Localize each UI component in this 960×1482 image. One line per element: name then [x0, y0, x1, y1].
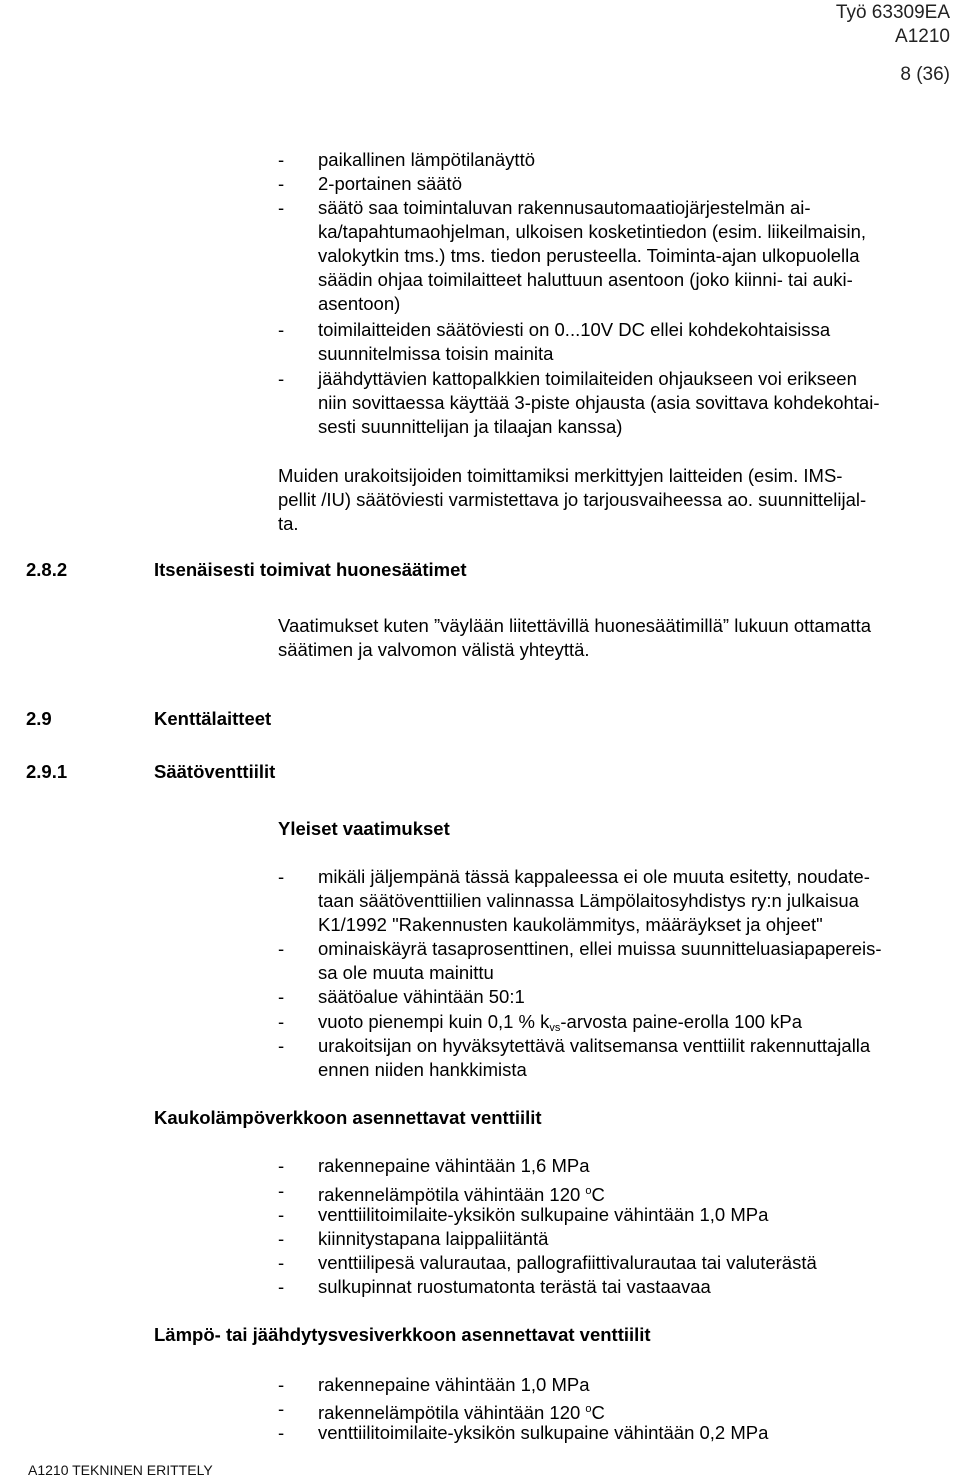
bullet-dash: - [278, 368, 285, 389]
section-number-2-9: 2.9 [26, 708, 52, 729]
bullet-dash: - [278, 197, 285, 218]
bullet-dash: - [278, 1276, 285, 1297]
list-item-line: venttiilitoimilaite-yksikön sulkupaine vähintään 0,2 MPa [318, 1422, 769, 1443]
list-item-line: sa ole muuta mainittu [318, 962, 494, 983]
list-item-line: paikallinen lämpötilanäyttö [318, 149, 535, 170]
section-title-2-9: Kenttälaitteet [154, 708, 272, 729]
list-item-line: asentoon) [318, 293, 401, 314]
bullet-dash: - [278, 1398, 285, 1419]
list-item-text: -arvosta paine-erolla 100 kPa [560, 1011, 803, 1032]
list-item-text: rakennelämpötila vähintään 120 [318, 1184, 586, 1205]
list-item-line: ominaiskäyrä tasaprosenttinen, ellei muissa suunnitteluasiapapereis- [318, 938, 882, 959]
bullet-dash: - [278, 1180, 285, 1201]
paragraph-line: säätimen ja valvomon välistä yhteyttä. [278, 639, 590, 660]
bullet-dash: - [278, 1204, 285, 1225]
bullet-dash: - [278, 986, 285, 1007]
page-number: 8 (36) [900, 64, 950, 85]
bullet-dash: - [278, 1422, 285, 1443]
paragraph-requirements [278, 614, 871, 662]
bullet-dash: - [278, 866, 285, 887]
bullet-dash: - [278, 149, 285, 170]
list-item-line: ennen niiden hankkimista [318, 1059, 527, 1080]
list-item-line: venttiilipesä valurautaa, pallografiittivalurautaa tai valuterästä [318, 1252, 817, 1273]
list-item-line: urakoitsijan on hyväksytettävä valitsemansa venttiilit rakennuttajalla [318, 1035, 871, 1056]
subscript-text: vs [549, 1022, 561, 1034]
section-title-2-8-2: Itsenäisesti toimivat huonesäätimet [154, 559, 467, 580]
paragraph-line: Vaatimukset kuten ”väylään liitettävillä huonesäätimillä” lukuun ottamatta [278, 615, 871, 636]
list-item-line: kiinnitystapana laippaliitäntä [318, 1228, 549, 1249]
superscript-text: o [585, 1403, 592, 1415]
header-work-number: Työ 63309EA [835, 2, 950, 23]
list-item-line: jäähdyttävien kattopalkkien toimilaiteiden ohjaukseen voi erikseen [318, 368, 857, 389]
paragraph-line: pellit /IU) säätöviesti varmistettava jo tarjousvaiheessa ao. suunnittelijal- [278, 489, 867, 510]
bullet-dash: - [278, 173, 285, 194]
bullet-dash: - [278, 938, 285, 959]
bullet-dash: - [278, 1374, 285, 1395]
paragraph-other-contractors [278, 464, 866, 536]
bullet-dash: - [278, 1155, 285, 1176]
bullet-dash: - [278, 1252, 285, 1273]
subheading-general-requirements: Yleiset vaatimukset [278, 818, 450, 839]
list-item-line: taan säätöventtiilien valinnassa Lämpölaitosyhdistys ry:n julkaisua [318, 890, 859, 911]
bullet-dash: - [278, 1228, 285, 1249]
page-footer: A1210 TEKNINEN ERITTELY [28, 1462, 213, 1478]
section-number-2-8-2: 2.8.2 [26, 559, 68, 580]
bullet-dash: - [278, 1035, 285, 1056]
subheading-heating-cooling-water-valves: Lämpö- tai jäähdytysvesiverkkoon asennettavat venttiilit [154, 1324, 651, 1345]
list-item-line: rakennepaine vähintään 1,6 MPa [318, 1155, 590, 1176]
list-item-line: sesti suunnittelijan ja tilaajan kanssa) [318, 416, 623, 437]
subheading-district-heating-valves: Kaukolämpöverkkoon asennettavat venttiilit [154, 1107, 542, 1128]
paragraph-line: ta. [278, 513, 299, 534]
bullet-dash: - [278, 319, 285, 340]
list-item-line: valokytkin tms.) tms. tiedon perusteella. Toiminta-ajan ulkopuolella [318, 245, 860, 266]
list-item-line: niin sovittaessa käyttää 3-piste ohjausta (asia sovittava kohdekohtai- [318, 392, 880, 413]
list-item-line: rakennepaine vähintään 1,0 MPa [318, 1374, 590, 1395]
header-document-code: A1210 [895, 26, 950, 47]
list-item-line: mikäli jäljempänä tässä kappaleessa ei ole muuta esitetty, noudate- [318, 866, 870, 887]
list-item-line: säätöalue vähintään 50:1 [318, 986, 525, 1007]
list-item-text: rakennelämpötila vähintään 120 [318, 1402, 586, 1423]
section-title-2-9-1: Säätöventtiilit [154, 761, 276, 782]
list-item-text: vuoto pienempi kuin 0,1 % k [318, 1011, 550, 1032]
list-item-line: venttiilitoimilaite-yksikön sulkupaine vähintään 1,0 MPa [318, 1204, 769, 1225]
superscript-text: o [585, 1185, 592, 1197]
paragraph-line: Muiden urakoitsijoiden toimittamiksi merkittyjen laitteiden (esim. IMS- [278, 465, 843, 486]
list-item-line: ka/tapahtumaohjelman, ulkoisen kosketintiedon (esim. liikeilmaisin, [318, 221, 867, 242]
list-item-text: C [591, 1402, 605, 1423]
list-item-line: 2-portainen säätö [318, 173, 462, 194]
bullet-dash: - [278, 1011, 285, 1032]
list-item-line: sulkupinnat ruostumatonta terästä tai vastaavaa [318, 1276, 711, 1297]
list-item-text: C [591, 1184, 605, 1205]
list-item-line: suunnitelmissa toisin mainita [318, 343, 554, 364]
list-item-line: K1/1992 "Rakennusten kaukolämmitys, määräykset ja ohjeet" [318, 914, 823, 935]
list-item-line: toimilaitteiden säätöviesti on 0...10V DC ellei kohdekohtaisissa [318, 319, 831, 340]
list-item-line: säädin ohjaa toimilaitteet haluttuun asentoon (joko kiinni- tai auki- [318, 269, 853, 290]
list-item-line: säätö saa toimintaluvan rakennusautomaatiojärjestelmän ai- [318, 197, 811, 218]
section-number-2-9-1: 2.9.1 [26, 761, 68, 782]
